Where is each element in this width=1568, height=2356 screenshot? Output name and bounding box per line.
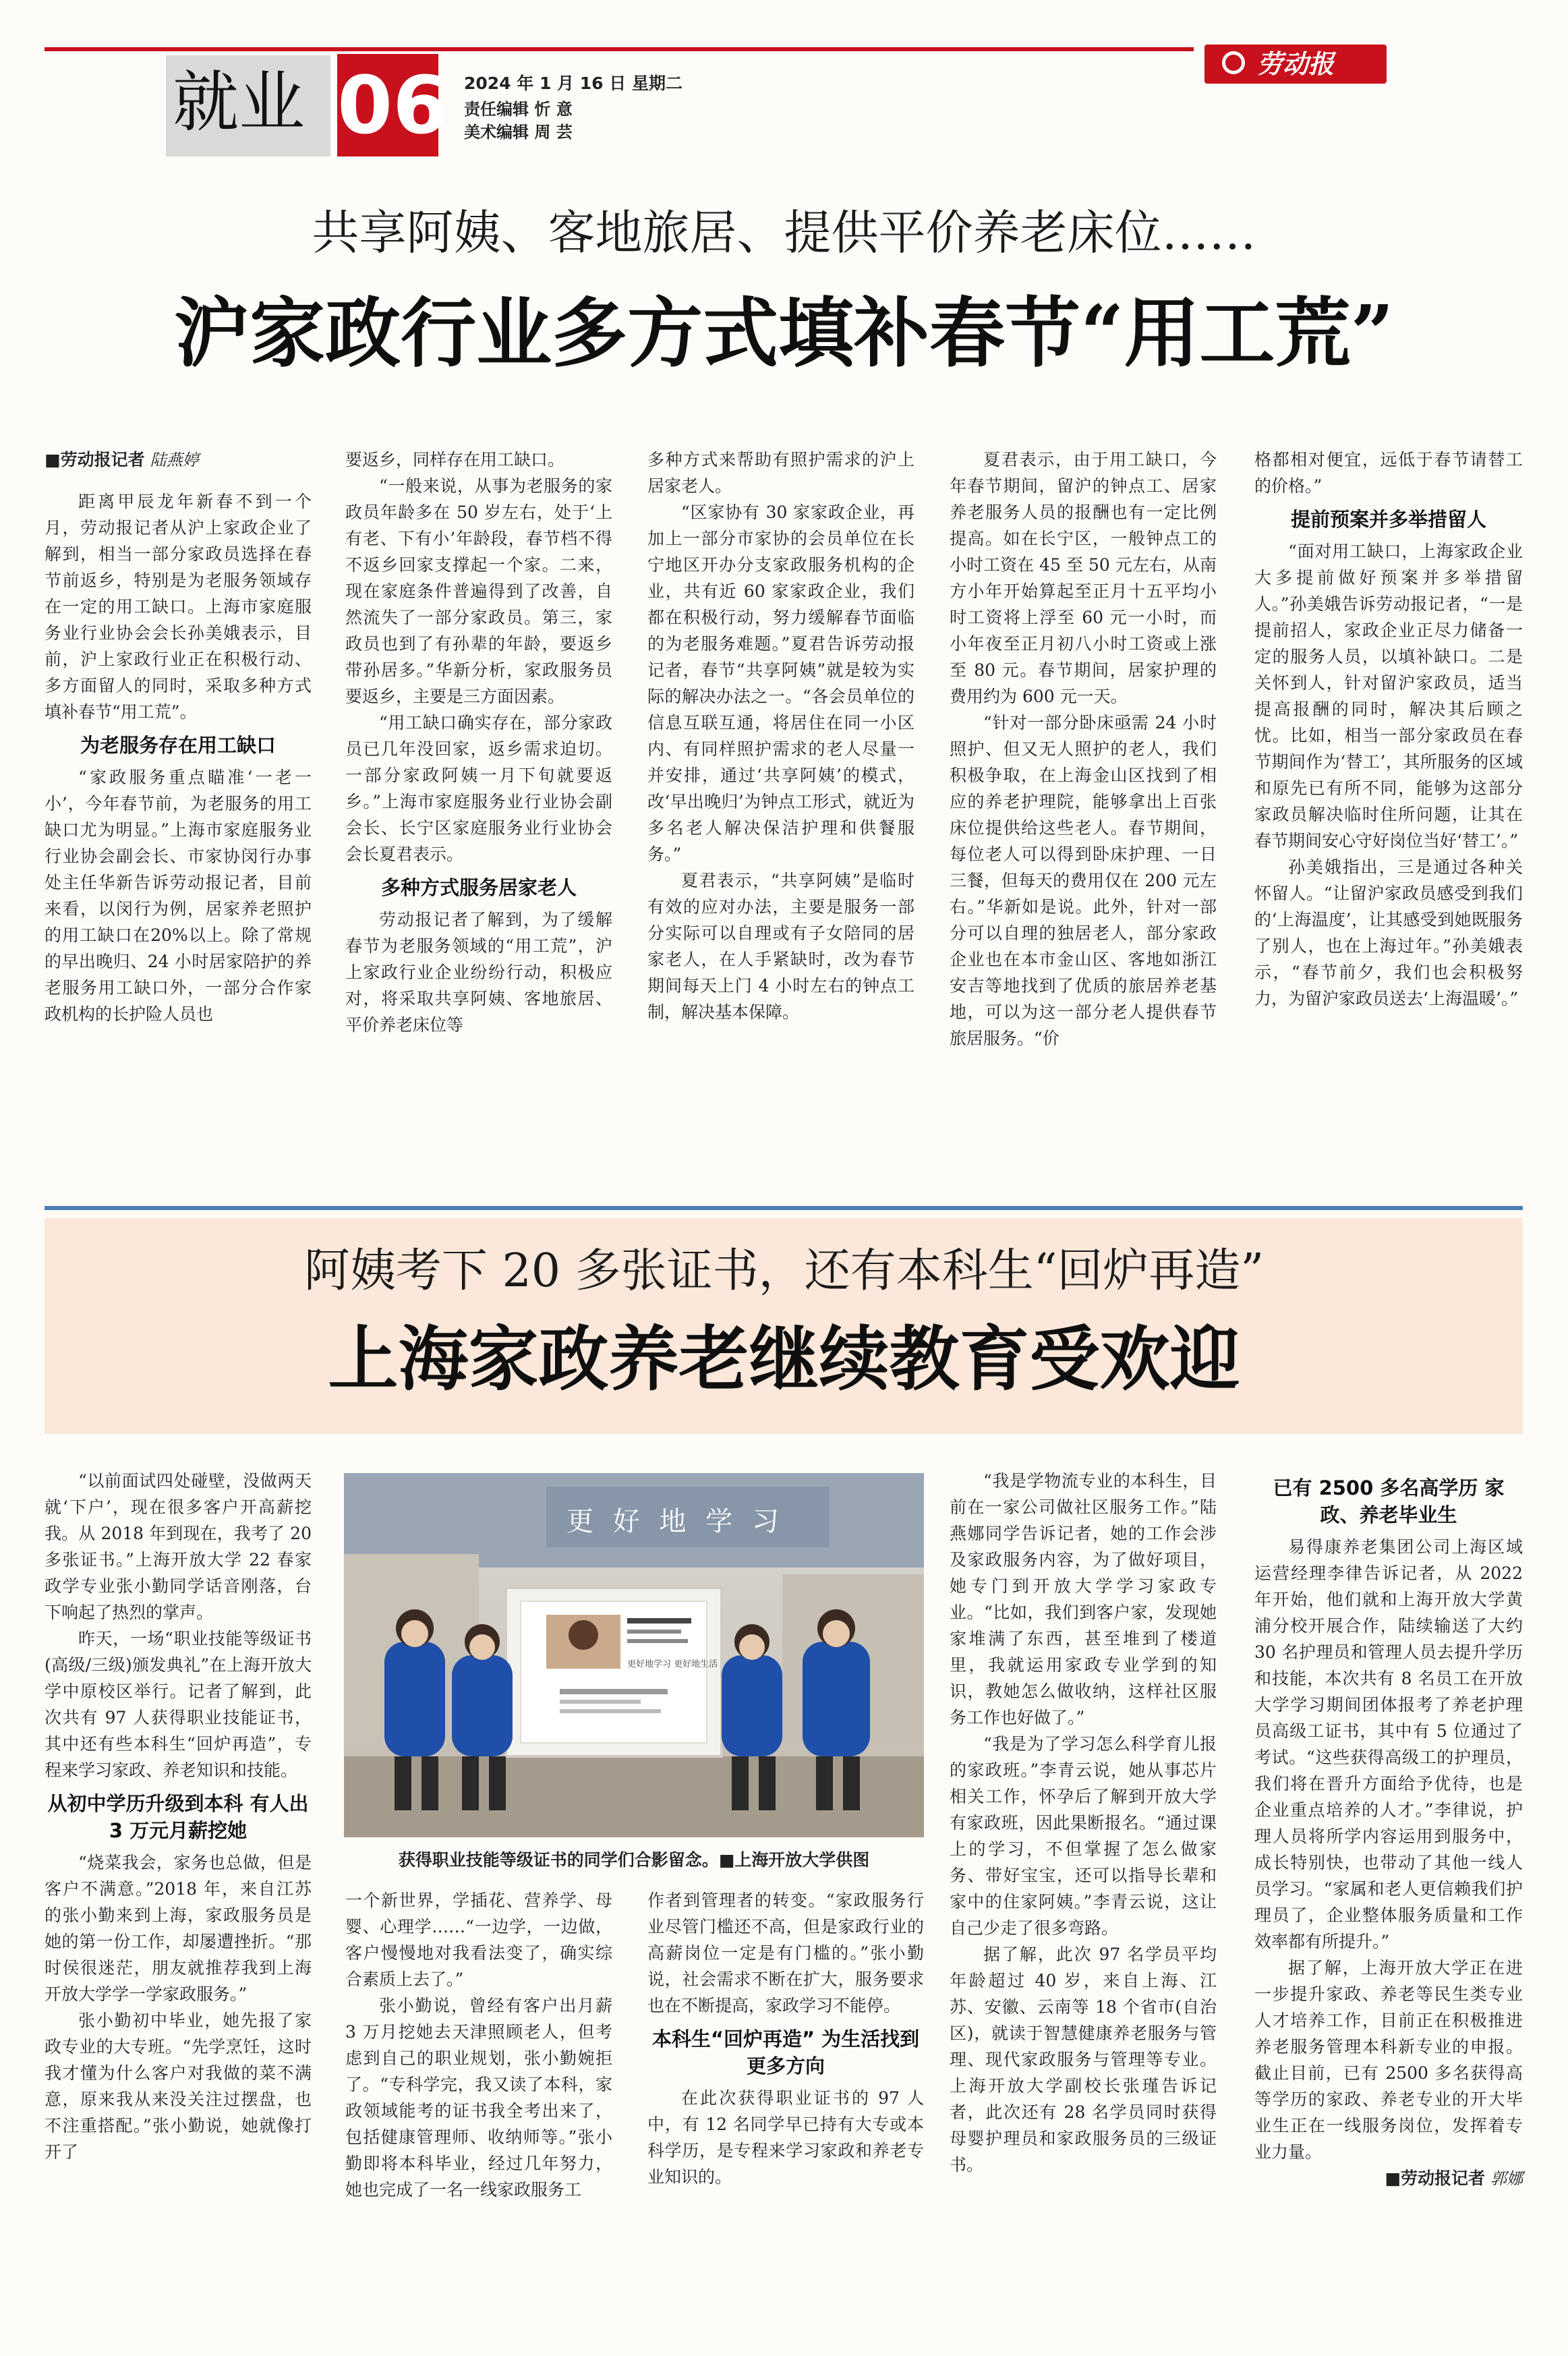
byline-label: ■劳动报记者 [45, 450, 145, 469]
paragraph: 劳动报记者了解到，为了缓解春节为老服务领域的“用工荒”，沪上家政行业企业纷纷行动，积极应对，将采取共享阿姨、客地旅居、平价养老床位等 [345, 910, 612, 1035]
paragraph: 多种方式来帮助有照护需求的沪上居家老人。 [647, 450, 914, 496]
editor-line-1: 责任编辑 忻 意 [464, 100, 573, 119]
paragraph: 距离甲辰龙年新春不到一个月，劳动报记者从沪上家政企业了解到，相当一部分家政员选择在春节前返乡，特别是为老服务领域存在一定的用工缺口。上海市家庭服务业行业协会会长孙美娥表示，目前，沪上家政行业正在积极行动、多方面留人的同时，采取多种方式填补春节“用工荒”。 [45, 492, 312, 722]
photo-caption: 获得职业技能等级证书的同学们合影留念。■上海开放大学供图 [398, 1850, 870, 1870]
article1-headline: 沪家政行业多方式填补春节“用工荒” [174, 289, 1394, 378]
paragraph: 易得康养老集团公司上海区域运营经理李律告诉记者，从 2022 年开始，他们就和上海开放大学黄浦分校开展合作，陆续输送了大约 30 名护理员和管理人员去提升学历和技能，本次共有 8 名员工在开放大学学习期间团体报考了养老护理员高级工证书，其中有 5 位通过了考试。“这些获得高级工的护理员，我们将在晋升方面给予优待，也是企业重点培养的人才。”李律说，护理人员将所学内容运用到服务中，成长特别快，也带动了其他一线人员学习。“家属和老人更信赖我们护理员了，企业整体服务质量和工作效率都有所提升。” [1254, 1537, 1523, 1951]
subheading: 多种方式服务居家老人 [380, 876, 577, 899]
paragraph: 昨天，一场“职业技能等级证书(高级/三级)颁发典礼”在上海开放大学中原校区举行。记者了解到，此次共有 97 人获得职业技能证书，其中还有些本科生“回炉再造”，专程来学习家政、养老知识和技能。 [45, 1629, 312, 1780]
paragraph: 孙美娥指出，三是通过各种关怀留人。“让留沪家政员感受到我们的‘上海温度’，让其感受到她既服务了别人，也在上海过年。”孙美娥表示，“春节前夕，我们也会积极努力，为留沪家政员送去‘上海温暖’。” [1254, 857, 1523, 1008]
article1-col4 [950, 447, 1217, 1052]
logo-mark-icon [1222, 51, 1245, 74]
byline-name: 郭娜 [1490, 2169, 1523, 2188]
subheading: 已有 2500 多名高学历 家政、养老毕业生 [1273, 1476, 1505, 1526]
paragraph: “我是为了学习怎么科学育儿报的家政班。”李青云说，她从事芯片相关工作，怀孕后了解到开放大学有家政班，因此果断报名。“通过课上的学习，不但掌握了怎么做家务、带好宝宝，还可以指导长辈和家中的住家阿姨。”李青云说，这让自己少走了很多弯路。 [950, 1734, 1217, 1938]
article2-col4 [950, 1468, 1217, 2178]
article2-col2 [345, 1887, 612, 2203]
logo-text: 劳动报 [1257, 49, 1335, 79]
article2-col1 [45, 1468, 312, 2165]
photo-banner-text: 更 好 地 学 习 [567, 1506, 784, 1537]
paragraph: 张小勤说，曾经有客户出月薪 3 万月挖她去天津照顾老人，但考虑到自己的职业规划，张小勤婉拒了。“专科学完，我又读了本科，家政领域能考的证书我全考出来了，包括健康管理师、收纳师等。”张小勤即将本科毕业，经过几年努力，她也完成了一名一线家政服务工 [345, 1996, 612, 2200]
byline-name: 陆燕婷 [150, 451, 199, 469]
subheading: 从初中学历升级到本科 有人出 3 万元月薪挖她 [47, 1792, 309, 1842]
paragraph: “我是学物流专业的本科生，目前在一家公司做社区服务工作。”陆燕娜同学告诉记者，她的工作会涉及家政服务内容，为了做好项目，她专门到开放大学学习家政专业。“比如，我们到客户家，发现她家堆满了东西，甚至堆到了楼道里，我就运用家政专业学到的知识，教她怎么做收纳，这样社区服务工作也好做了。” [950, 1471, 1217, 1727]
subheading: 本科生“回炉再造” 为生活找到更多方向 [651, 2028, 920, 2077]
paragraph: “烧菜我会，家务也总做，但是客户不满意。”2018 年，来自江苏的张小勤来到上海，家政服务员是她的第一份工作，却屡遭挫折。“那时侯很迷茫，朋友就推荐我到上海开放大学学一学家政服务。” [45, 1853, 312, 2004]
article2-col5 [1254, 1468, 1523, 2192]
paragraph: 夏君表示，“共享阿姨”是临时有效的应对办法，主要是服务一部分实际可以自理或有子女陪同的居家老人，在人手紧缺时，改为春节期间每天上门 4 小时左右的钟点工制，解决基本保障。 [647, 871, 914, 1022]
paragraph: “以前面试四处碰壁，没做两天就‘下户’，现在很多客户开高薪挖我。从 2018 年到现在，我考了 20 多张证书。”上海开放大学 22 春家政学专业张小勤同学话音刚落，台下响起了热烈的掌声。 [45, 1471, 312, 1622]
paragraph: “用工缺口确实存在，部分家政员已几年没回家，返乡需求迫切。一部分家政阿姨一月下旬就要返乡。”上海市家庭服务业行业协会副会长、长宁区家庭服务业行业协会会长夏君表示。 [345, 713, 612, 864]
subheading: 提前预案并多举措留人 [1290, 508, 1486, 531]
article2-kicker: 阿姨考下 20 多张证书，还有本科生“回炉再造” [303, 1244, 1265, 1298]
subheading: 为老服务存在用工缺口 [80, 734, 276, 757]
paragraph: “一般来说，从事为老服务的家政员年龄多在 50 岁左右，处于‘上有老、下有小’年龄段，春节档不得不返乡回家支撑起一个家。二来，现在家庭条件普遍得到了改善，自然流失了一部分家政员。第三，家政员也到了有孙辈的年龄，要返乡带孙居多。”华新分析，家政服务员要返乡，主要是三方面因素。 [345, 476, 612, 706]
photo-board-text: 更好地学习 更好地生活 [627, 1659, 718, 1669]
paragraph: 据了解，上海开放大学正在进一步提升家政、养老等民生类专业人才培养工作，目前正在积极推进养老服务管理本科新专业的申报。截止目前，已有 2500 多名获得高等学历的家政、养老专业的开大毕业生正在一线服务岗位，发挥着专业力量。 [1254, 1958, 1523, 2162]
section-divider [45, 1206, 1523, 1210]
paragraph: “针对一部分卧床亟需 24 小时照护、但又无人照护的老人，我们积极争取，在上海金山区找到了相应的养老护理院，能够拿出上百张床位提供给这些老人。春节期间，每位老人可以得到卧床护理、一日三餐，但每天的费用仅在 200 元左右。”华新如是说。此外，针对一部分可以自理的独居老人，部分家政企业也在本市金山区、客地如浙江安吉等地找到了优质的旅居养老基地，可以为这一部分老人提供春节旅居服务。“价 [950, 713, 1217, 1048]
newspaper-logo [1204, 45, 1387, 84]
page-number: 06 [337, 54, 438, 156]
article1-col1 [45, 447, 312, 1027]
article1-col2 [345, 447, 612, 1038]
paragraph: 一个新世界，学插花、营养学、母婴、心理学……“一边学，一边做，客户慢慢地对我看法变了，确实综合素质上去了。” [345, 1891, 612, 1989]
paragraph: 据了解，此次 97 名学员平均年龄超过 40 岁，来自上海、江苏、安徽、云南等 18 个省市(自治区)，就读于智慧健康养老服务与管理、现代家政服务与管理等专业。上海开放大学副校长张瑾告诉记者，此次还有 28 名学员同时获得母婴护理员和家政服务员的三级证书。 [950, 1945, 1217, 2175]
group-photo [344, 1473, 924, 1837]
paragraph: 格都相对便宜，远低于春节请替工的价格。” [1254, 450, 1523, 496]
paragraph: 张小勤初中毕业，她先报了家政专业的大专班。“先学烹饪，这时我才懂为什么客户对我做的菜不满意，原来我从来没关注过摆盘，也不注重搭配。”张小勤说，她就像打开了 [45, 2011, 312, 2162]
paragraph: 要返乡，同样存在用工缺口。 [345, 450, 565, 469]
paragraph: 作者到管理者的转变。“家政服务行业尽管门槛还不高，但是家政行业的高薪岗位一定是有门槛的。”张小勤说，社会需求不断在扩大，服务要求也在不断提高，家政学习不能停。 [647, 1891, 924, 2015]
byline-label: ■劳动报记者 [1385, 2168, 1486, 2188]
paragraph: “家政服务重点瞄准‘一老一小’，今年春节前，为老服务的用工缺口尤为明显。”上海市家庭服务业行业协会副会长、市家协闵行办事处主任华新告诉劳动报记者，目前来看，以闵行为例，居家养老照护的用工缺口在20%以上。除了常规的早出晚归、24 小时居家陪护的养老服务用工缺口外，一部分合作家政机构的长护险人员也 [45, 768, 312, 1024]
masthead-rule [45, 47, 1194, 51]
paragraph: “区家协有 30 家家政企业，再加上一部分市家协的会员单位在长宁地区开办分支家政服务机构的企业，共有近 60 家家政企业，我们都在积极行动，努力缓解春节面临的为老服务难题。”夏君告诉劳动报记者，春节“共享阿姨”就是较为实际的解决办法之一。“各会员单位的信息互联互通，将居住在同一小区内、有同样照护需求的老人尽量一并安排，通过‘共享阿姨’的模式，改‘早出晚归’为钟点工形式，就近为多名老人解决保洁护理和供餐服务。” [647, 502, 914, 864]
article1-col3 [647, 447, 914, 1025]
article2-col3 [647, 1887, 924, 2190]
paragraph: “面对用工缺口，上海家政企业大多提前做好预案并多举措留人。”孙美娥告诉劳动报记者，“一是提前招人，家政企业正尽力储备一定的服务人员，以填补缺口。二是关怀到人，针对留沪家政员，适当提高报酬的同时，解决其后顾之忧。比如，相当一部分家政员在春节期间作为‘替工’，其所服务的区域和原先已有所不同，能够为这部分家政员解决临时住所问题，让其在春节期间安心守好岗位当好‘替工’。” [1254, 542, 1523, 851]
article2-headline: 上海家政养老继续教育受欢迎 [328, 1317, 1240, 1400]
issue-date: 2024 年 1 月 16 日 星期二 [464, 74, 683, 93]
article1-col5 [1254, 447, 1523, 1012]
editor-line-2: 美术编辑 周 芸 [464, 123, 573, 142]
paragraph: 在此次获得职业证书的 97 人中，有 12 名同学早已持有大专或本科学历，是专程来学习家政和养老专业知识的。 [647, 2088, 924, 2187]
paragraph: 夏君表示，由于用工缺口，今年春节期间，留沪的钟点工、居家养老服务人员的报酬也有一定比例提高。如在长宁区，一般钟点工的小时工资在 45 至 50 元左右，从南方小年开始算起至正月十五平均小时工资将上浮至 60 元一小时，而小年夜至正月初八小时工资或上涨至 80 元。春节期间，居家护理的费用约为 600 元一天。 [950, 450, 1217, 706]
section-title: 就业 [173, 64, 306, 141]
article1-kicker: 共享阿姨、客地旅居、提供平价养老床位…… [312, 205, 1256, 260]
